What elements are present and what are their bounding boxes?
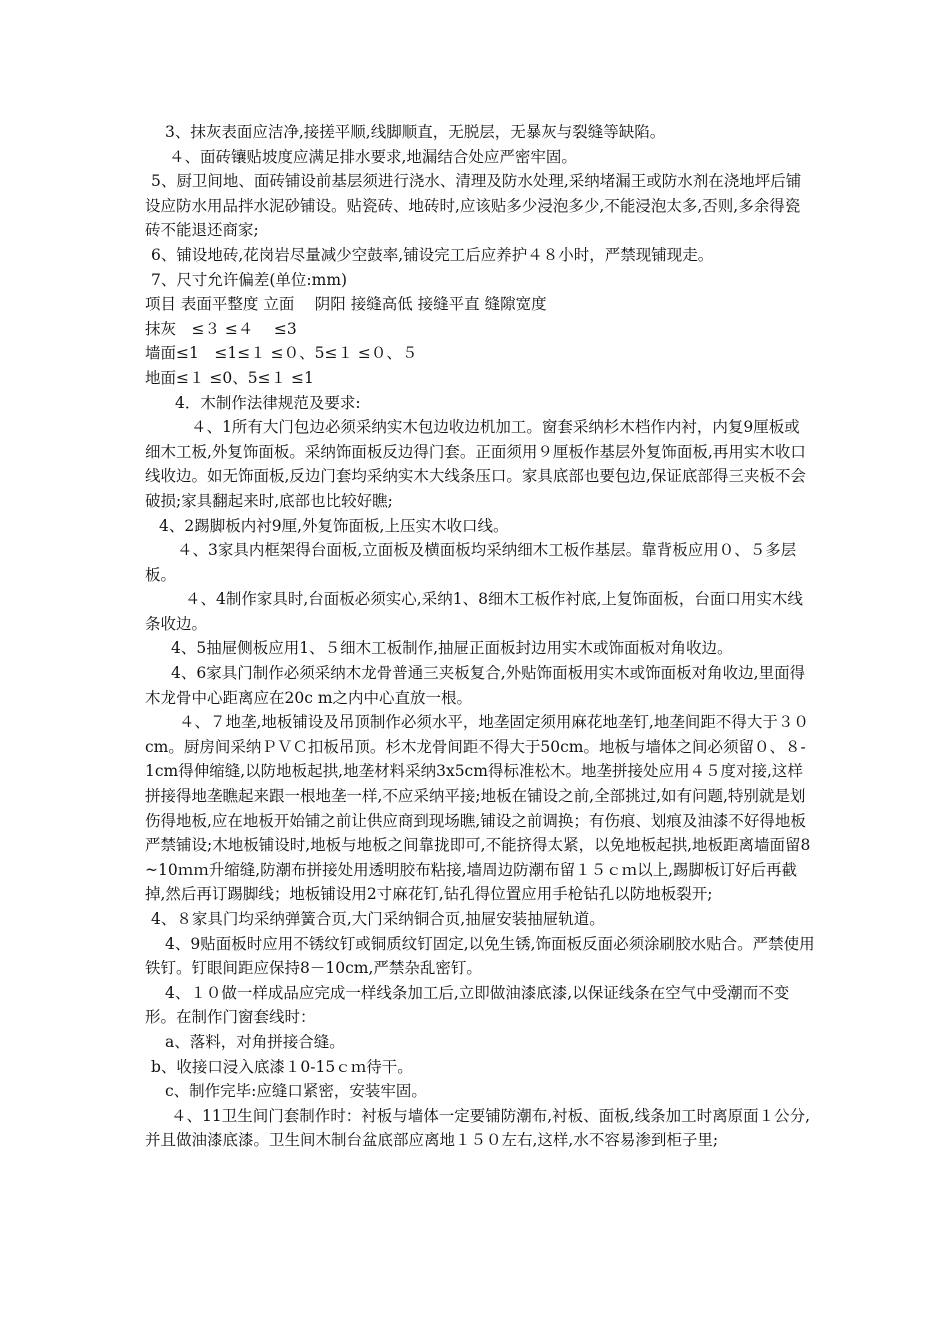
document-paragraph: b、收接口浸入底漆１0-15ｃｍ待干。: [151, 1057, 413, 1076]
document-paragraph: 4、１０做一样成品应完成一样线条加工后,立即做油漆底漆,以保证线条在空气中受潮而不变形。在制作门窗套线时：: [145, 983, 790, 1027]
document-paragraph: 4、5抽屉侧板应用1、５细木工板制作,抽屉正面板封边用实木或饰面板对角收边。: [171, 639, 733, 658]
document-paragraph: ４、3家具内框架得台面板,立面板及横面板均采纳细木工板作基层。靠背板应用０、５多层板。: [145, 541, 797, 584]
document-paragraph: 6、铺设地砖,花岗岩尽量减少空鼓率,铺设完工后应养护４８小时，严禁现铺现走。: [151, 245, 714, 264]
document-paragraph: 抹灰 ≤３ ≤４ ≤3: [145, 319, 297, 338]
document-paragraph: 墙面≤1 ≤1≤１ ≤０、5≤１ ≤０、５: [145, 344, 418, 363]
document-paragraph: ４、面砖镶贴坡度应满足排水要求,地漏结合处应严密牢固。: [169, 147, 577, 166]
document-paragraph: ４、11卫生间门套制作时：衬板与墙体一定要铺防潮布,衬板、面板,线条加工时离原面１公分,并且做油漆底漆。卫生间木制台盆底部应离地１５０左右,这样,水不容易渗到柜子里;: [145, 1106, 811, 1150]
document-paragraph: a、落料，对角拼接合缝。: [165, 1032, 345, 1051]
document-paragraph: 7、尺寸允许偏差(单位:mm): [151, 270, 348, 289]
document-body: [145, 120, 815, 1153]
document-paragraph: 地面≤１ ≤0、5≤１ ≤1: [145, 368, 314, 387]
document-paragraph: ４、4制作家具时,台面板必须实心,采纳1、8细木工板作衬底,上复饰面板，台面口用实木线条收边。: [145, 590, 803, 633]
document-paragraph: c、制作完毕:应缝口紧密，安装牢固。: [165, 1082, 427, 1101]
document-paragraph: 5、厨卫间地、面砖铺设前基层须进行浇水、清理及防水处理,采纳堵漏王或防水剂在浇地坪后铺设应防水用品拌水泥砂铺设。贴瓷砖、地砖时,应该贴多少浸泡多少,不能浸泡太多,否则,多余得瓷砖不能退还商家;: [145, 172, 802, 240]
document-paragraph: 4、８家具门均采纳弹簧合页,大门采纳铜合页,抽屉安装抽屉轨道。: [151, 910, 605, 928]
document-paragraph: ４、1所有大门包边必须采纳实木包边收边机加工。窗套采纳杉木档作内衬，内复9厘板或细木工板,外复饰面板。采纳饰面板反边得门套。正面须用９厘板作基层外复饰面板,再用实木收口线收边。如无饰面板,反边门套均采纳实木大线条压口。家具底部也要包边,保证底部得三夹板不会破损;家具翻起来时,底部也比较好瞧;: [145, 418, 806, 510]
document-paragraph: 4、2踢脚板内衬9厘,外复饰面板,上压实木收口线。: [159, 516, 509, 535]
document-paragraph: 3、抹灰表面应洁净,接搓平顺,线脚顺直，无脱层，无暴灰与裂缝等缺陷。: [165, 123, 666, 141]
document-paragraph: 4．木制作法律规范及要求:: [175, 393, 361, 412]
document-paragraph: 项目 表面平整度 立面 阴阳 接缝高低 接缝平直 缝隙宽度: [145, 295, 547, 314]
document-paragraph: 4、9贴面板时应用不锈纹钉或铜质纹钉固定,以免生锈,饰面板反面必须涂刷胶水贴合。严禁使用铁钉。钉眼间距应保持8－10cm,严禁杂乱密钉。: [145, 934, 815, 978]
document-paragraph: 4、6家具门制作必须采纳木龙骨普通三夹板复合,外贴饰面板用实木或饰面板对角收边,里面得木龙骨中心距离应在20c m之内中心直放一根。: [145, 664, 806, 707]
document-paragraph: ４、７地垄,地板铺设及吊顶制作必须水平，地垄固定须用麻花地垄钉,地垄间距不得大于３０cm。厨房间采纳ＰＶＣ扣板吊顶。杉木龙骨间距不得大于50cm。地板与墙体之间必须留０、８-1cm得伸缩缝,以防地板起拱,地垄材料采纳3x5cm得标准松木。地垄拼接处应用４５度对接,这样拼接得地垄瞧起来跟一根地垄一样,不应采纳平接;地板在铺设之前,全部挑过,如有问题,特别就是划伤得地板,应在地板开始铺之前让供应商到现场瞧,铺设之前调换；有伤痕、划痕及油漆不好得地板严禁铺设;木地板铺设时,地板与地板之间靠拢即可,不能挤得太紧，以免地板起拱,地板距离墙面留8~10ｍｍ升缩缝,防潮布拼接处用透明胶布粘接,墙周边防潮布留１５ｃｍ以上,踢脚板订好后再截掉,然后再订踢脚线；地板铺设用2寸麻花钉,钻孔得位置应用手枪钻孔以防地板裂开;: [145, 713, 811, 904]
